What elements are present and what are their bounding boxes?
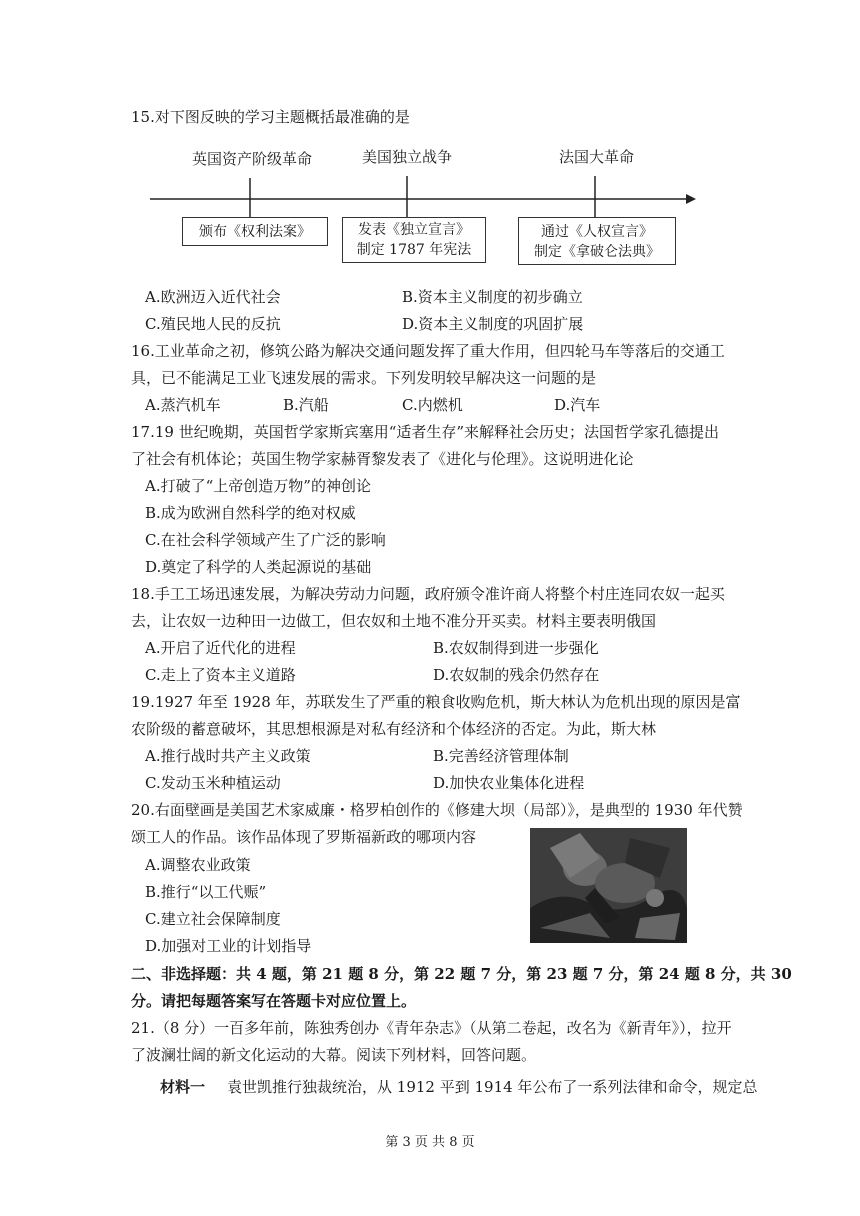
timeline-event-1: 英国资产阶级革命 xyxy=(192,150,313,168)
q21-stem-line2: 了波澜壮阔的新文化运动的大幕。阅读下列材料，回答问题。 xyxy=(131,1046,537,1064)
q19-option-a: A.推行战时共产主义政策 xyxy=(145,747,311,765)
section2-heading-line1: 二、非选择题：共 4 题，第 21 题 8 分，第 22 题 7 分，第 23 题 7 分，第 24 题 8 分，共 30 xyxy=(131,965,792,983)
q15-option-c: C.殖民地人民的反抗 xyxy=(145,315,281,333)
timeline-box-2: 发表《独立宣言》 制定 1787 年宪法 xyxy=(342,217,486,263)
q16-stem-line1: 16.工业革命之初，修筑公路为解决交通问题发挥了重大作用，但四轮马车等落后的交通工 xyxy=(131,342,725,360)
material-label: 材料一 xyxy=(160,1078,206,1096)
q20-stem-line1: 20.右面壁画是美国艺术家威廉・格罗柏创作的《修建大坝（局部）》，是典型的 1930 年代赞 xyxy=(131,801,743,819)
q18-stem-line1: 18.手工工场迅速发展，为解决劳动力问题，政府颁令准许商人将整个村庄连同农奴一起买 xyxy=(131,585,725,603)
q17-option-c: C.在社会科学领域产生了广泛的影响 xyxy=(145,531,386,549)
material-text: 袁世凯推行独裁统治，从 1912 平到 1914 年公布了一系列法律和命令，规定总 xyxy=(227,1078,758,1096)
timeline-axis xyxy=(140,170,700,220)
q16-option-b: B.汽船 xyxy=(283,396,329,414)
q21-stem-line1: 21.（8 分）一百多年前，陈独秀创办《青年杂志》（从第二卷起，改名为《新青年》），拉开 xyxy=(131,1019,732,1037)
q17-stem-line2: 了社会有机体论；英国生物学家赫胥黎发表了《进化与伦理》。这说明进化论 xyxy=(131,450,634,468)
q16-option-c: C.内燃机 xyxy=(402,396,463,414)
timeline-box-3: 通过《人权宣言》 制定《拿破仑法典》 xyxy=(518,217,676,265)
q20-option-d: D.加强对工业的计划指导 xyxy=(145,937,312,955)
q18-option-b: B.农奴制得到进一步强化 xyxy=(433,639,599,657)
mural-image xyxy=(530,828,687,943)
q17-option-b: B.成为欧洲自然科学的绝对权威 xyxy=(145,504,356,522)
q15-option-a: A.欧洲迈入近代社会 xyxy=(145,288,281,306)
q20-stem-line2: 颂工人的作品。该作品体现了罗斯福新政的哪项内容 xyxy=(131,828,477,846)
timeline-event-3: 法国大革命 xyxy=(559,148,635,166)
q17-option-a: A.打破了“上帝创造万物”的神创论 xyxy=(145,477,371,495)
q18-option-c: C.走上了资本主义道路 xyxy=(145,666,296,684)
q19-option-d: D.加快农业集体化进程 xyxy=(433,774,585,792)
timeline-box-1: 颁布《权利法案》 xyxy=(182,217,328,246)
q16-stem-line2: 具，已不能满足工业飞速发展的需求。下列发明较早解决这一问题的是 xyxy=(131,369,597,387)
q19-option-c: C.发动玉米种植运动 xyxy=(145,774,281,792)
q18-option-d: D.农奴制的残余仍然存在 xyxy=(433,666,600,684)
q16-option-d: D.汽车 xyxy=(554,396,601,414)
arrow-head-icon xyxy=(686,194,696,204)
q16-option-a: A.蒸汽机车 xyxy=(145,396,221,414)
q20-option-c: C.建立社会保障制度 xyxy=(145,910,281,928)
q17-stem-line1: 17.19 世纪晚期，英国哲学家斯宾塞用“适者生存”来解释社会历史；法国哲学家孔德提出 xyxy=(131,423,720,441)
q18-stem-line2: 去，让农奴一边种田一边做工，但农奴和土地不准分开买卖。材料主要表明俄国 xyxy=(131,612,657,630)
q15-stem: 15.对下图反映的学习主题概括最准确的是 xyxy=(131,108,410,126)
q15-option-b: B.资本主义制度的初步确立 xyxy=(402,288,583,306)
timeline-event-2: 美国独立战争 xyxy=(362,148,453,166)
q19-stem-line2: 农阶级的蓄意破坏，其思想根源是对私有经济和个体经济的否定。为此，斯大林 xyxy=(131,720,657,738)
section2-heading-line2: 分。请把每题答案写在答题卡对应位置上。 xyxy=(131,992,417,1010)
q20-option-b: B.推行“以工代赈” xyxy=(145,883,267,901)
q15-option-d: D.资本主义制度的巩固扩展 xyxy=(402,315,584,333)
q19-stem-line1: 19.1927 年至 1928 年，苏联发生了严重的粮食收购危机，斯大林认为危机出现的原因是富 xyxy=(131,693,741,711)
q18-option-a: A.开启了近代化的进程 xyxy=(145,639,296,657)
q20-option-a: A.调整农业政策 xyxy=(145,856,251,874)
page-footer: 第 3 页 共 8 页 xyxy=(385,1135,475,1150)
q17-option-d: D.奠定了科学的人类起源说的基础 xyxy=(145,558,372,576)
q19-option-b: B.完善经济管理体制 xyxy=(433,747,569,765)
q21-material-1 xyxy=(160,1077,757,1097)
